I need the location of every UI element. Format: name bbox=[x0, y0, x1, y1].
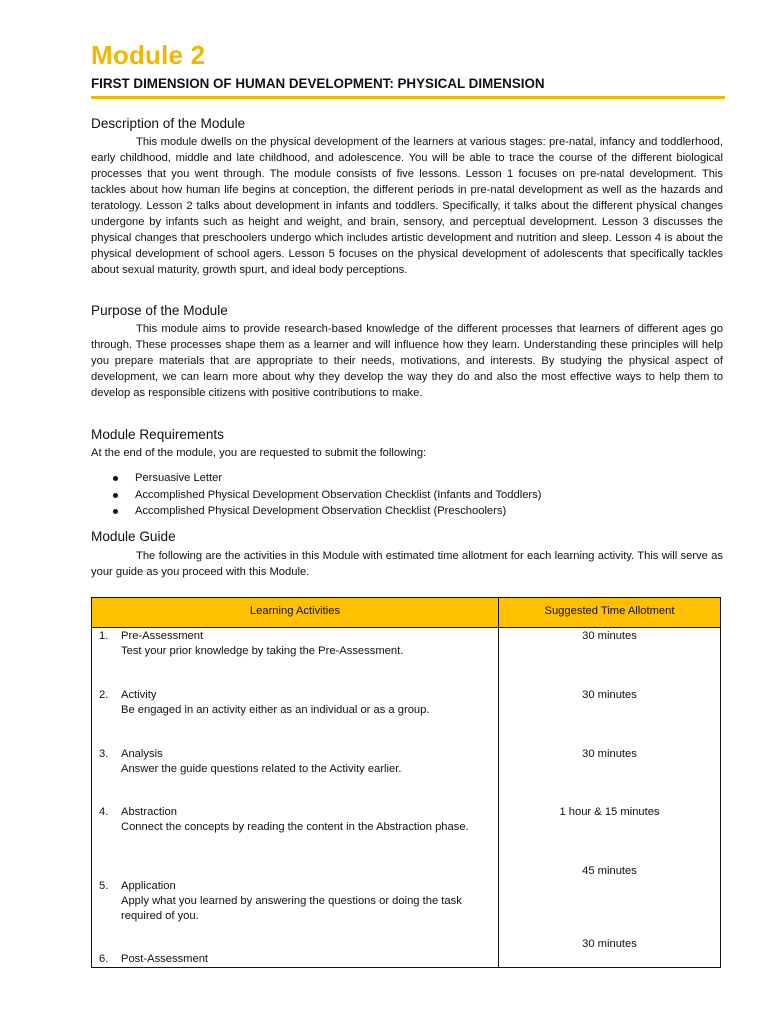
guide-intro: The following are the activities in this Module with estimated time allotment for each learning activity. This will serve as your guide as you proceed with this Module. bbox=[91, 550, 723, 578]
title-divider bbox=[91, 96, 725, 99]
module-title: Module 2 bbox=[91, 40, 206, 70]
purpose-text: This module aims to provide research-based knowledge of the different processes that learners of different ages go through. These processes shape them as a learner and will influence how they learn. Understanding these principles will help you prepare materials that are appropriate to their needs, motivations, and interests. By studying the physical aspect of development, we can learn more about why they develop the way they do and also the most effective ways to help them to develop as responsible citizens with positive contributions to make. bbox=[91, 323, 723, 399]
description-heading: Description of the Module bbox=[91, 116, 246, 131]
column-divider bbox=[498, 598, 499, 967]
requirements-intro: At the end of the module, you are requested to submit the following: bbox=[91, 447, 427, 459]
bullet-icon bbox=[113, 509, 118, 514]
bullet-icon bbox=[113, 476, 118, 481]
table-header bbox=[92, 598, 720, 628]
bullet-icon bbox=[113, 493, 118, 498]
description-text: This module dwells on the physical development of the learners at various stages: pre-natal, infancy and toddlerhood, early childhood, middle and late childhood, and adolescence. You will be able to trace the course of the different biological processes that you went through. The module consists of five lessons. Lesson 1 focuses on pre-natal development. This tackles about how human life begins at conception, the different periods in pre-natal development as well as the hazards and teratology. Lesson 2 talks about development in infants and toddlers. Specifically, it talks about the different physical changes undergone by infants such as height and weight, and brain, sensory, and perceptual development. Lesson 3 discusses the physical changes that preschoolers undergo which includes artistic development and nutrition and sleep. Lesson 4 is about the physical development of school agers. Lesson 5 focuses on the physical development of adolescents that specifically tackles about sexual maturity, growth spurt, and ideal body perceptions. bbox=[91, 136, 723, 276]
list-item: Accomplished Physical Development Observation Checklist (Preschoolers) bbox=[91, 503, 541, 520]
list-item: Persuasive Letter bbox=[91, 470, 541, 487]
col-learning-activities: Learning Activities bbox=[249, 605, 341, 617]
requirements-list bbox=[91, 470, 541, 520]
module-subtitle: FIRST DIMENSION OF HUMAN DEVELOPMENT: PHYSICAL DIMENSION bbox=[91, 76, 545, 91]
requirements-heading: Module Requirements bbox=[91, 427, 224, 442]
list-item: Accomplished Physical Development Observation Checklist (Infants and Toddlers) bbox=[91, 487, 541, 504]
guide-heading: Module Guide bbox=[91, 529, 176, 544]
purpose-heading: Purpose of the Module bbox=[91, 303, 228, 318]
activities-table: Learning Activities Suggested Time Allotment 1. Pre-Assessment Test your prior knowledge by taking the Pre-Assessment. 30 minutes 2. Activity Be engaged in an activity either as an individual or as a group. 30 minutes 3. Analysis Answer the guide questions related to the Activity earlier. 30 minutes 4. Abstraction Connect the concepts by reading the content in the Abstraction phase. 1 hour & 15 minutes 5. Application Apply what you learned by answering the questions or doing the task required of you. 45 minutes 6. Post-Assessment 30 minutes bbox=[91, 597, 721, 968]
col-time-allotment: Suggested Time Allotment bbox=[544, 605, 675, 617]
